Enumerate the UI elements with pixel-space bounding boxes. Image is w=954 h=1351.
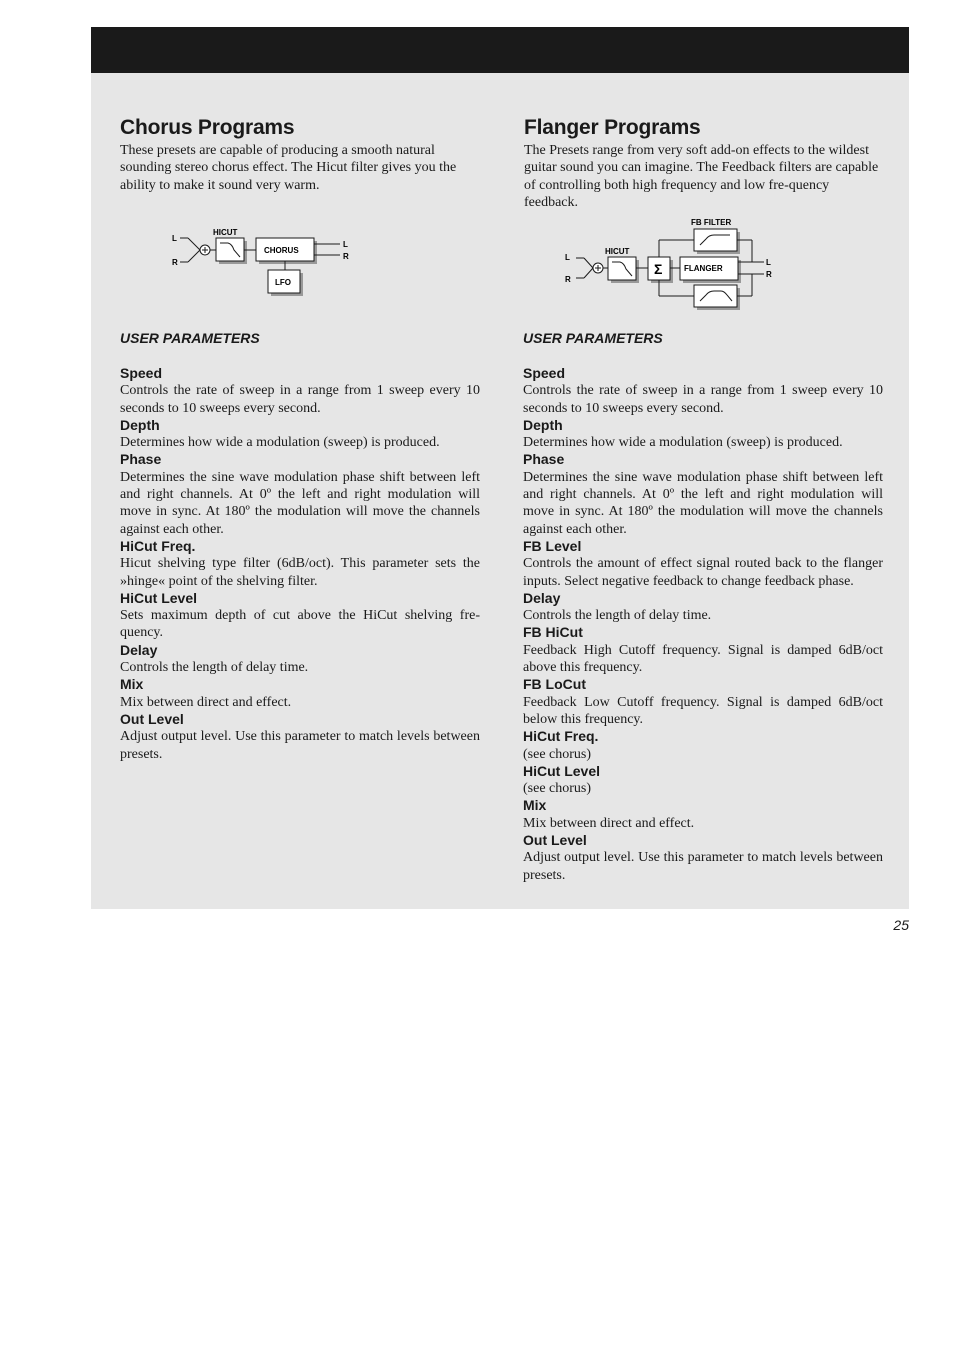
param-desc: Feedback High Cutoff frequency. Signal is damped 6dB/oct above this frequency. bbox=[523, 642, 883, 676]
flanger-block-diagram bbox=[556, 214, 786, 318]
param-desc: (see chorus) bbox=[523, 781, 592, 797]
flanger-diagram-out-r: R bbox=[766, 270, 772, 279]
param-desc: Sets maximum depth of cut above the HiCut shelving fre-quency. bbox=[120, 608, 480, 641]
flanger-title: Flanger Programs bbox=[524, 116, 701, 139]
param-desc: Determines how wide a modulation (sweep) is produced. bbox=[120, 435, 440, 451]
param-desc: Controls the amount of effect signal routed back to the flanger inputs. Select negative feedback to change feedback phase. bbox=[523, 556, 883, 589]
param-name: FB HiCut bbox=[523, 624, 583, 641]
chorus-diagram-lfo: LFO bbox=[275, 278, 291, 287]
flanger-intro: The Presets range from very soft add-on effects to the wildest guitar sound you can imagine. The Feedback filters are capable of controlling both high frequency and low fre-quency feedback. bbox=[524, 143, 879, 210]
param-name: Depth bbox=[523, 416, 563, 433]
chorus-params-heading: USER PARAMETERS bbox=[120, 330, 260, 346]
chorus-diagram-out-l: L bbox=[343, 240, 348, 249]
param-name: Phase bbox=[120, 451, 162, 468]
param-name: Delay bbox=[523, 589, 561, 606]
flanger-diagram-in-l: L bbox=[565, 253, 570, 262]
param-name: HiCut Level bbox=[120, 589, 198, 606]
param-name: Mix bbox=[120, 676, 144, 693]
param-desc: Controls the length of delay time. bbox=[523, 608, 712, 624]
chorus-diagram-in-l: L bbox=[172, 234, 177, 243]
header-bar bbox=[91, 27, 909, 73]
param-desc: Controls the rate of sweep in a range from 1 sweep every 10 seconds to 10 sweeps every second. bbox=[523, 383, 883, 416]
param-desc: Determines how wide a modulation (sweep) is produced. bbox=[523, 435, 843, 451]
flanger-params-heading: USER PARAMETERS bbox=[523, 330, 663, 346]
flanger-diagram-in-r: R bbox=[565, 275, 571, 284]
param-desc: Controls the length of delay time. bbox=[120, 660, 309, 676]
param-name: HiCut Level bbox=[523, 762, 601, 779]
param-name: Phase bbox=[523, 451, 565, 468]
flanger-params-list bbox=[523, 365, 883, 884]
flanger-diagram-sum: Σ bbox=[654, 261, 663, 277]
param-desc: Mix between direct and effect. bbox=[120, 694, 292, 710]
param-name: HiCut Freq. bbox=[523, 728, 599, 745]
param-desc: Determines the sine wave modulation phase shift between left and right channels. At 0º the left and right modulation will move in sync. At 180º the modulation will move the channels against each other. bbox=[120, 469, 480, 537]
param-desc: Adjust output level. Use this parameter to match levels between presets. bbox=[120, 729, 480, 762]
param-name: FB LoCut bbox=[523, 676, 586, 693]
flanger-diagram-flanger: FLANGER bbox=[684, 264, 723, 273]
flanger-diagram-hicut: HICUT bbox=[605, 247, 630, 256]
param-desc: Feedback Low Cutoff frequency. Signal is damped 6dB/oct below this frequency. bbox=[523, 694, 883, 727]
page-number: 25 bbox=[893, 917, 909, 933]
chorus-params-list bbox=[120, 365, 480, 763]
param-name: Mix bbox=[523, 797, 547, 814]
chorus-section bbox=[120, 116, 480, 194]
flanger-section bbox=[524, 116, 884, 211]
flanger-diagram-out-l: L bbox=[766, 258, 771, 267]
param-desc: Hicut shelving type filter (6dB/oct). This parameter sets the »hinge« point of the shelving filter. bbox=[120, 556, 480, 589]
param-name: Speed bbox=[120, 365, 163, 381]
param-desc: Controls the rate of sweep in a range from 1 sweep every 10 seconds to 10 sweeps every second. bbox=[120, 383, 480, 416]
param-desc: Mix between direct and effect. bbox=[523, 815, 695, 831]
param-name: Delay bbox=[120, 641, 158, 658]
param-desc: Determines the sine wave modulation phase shift between left and right channels. At 0º the left and right modulation will move in sync. At 180º the modulation will move the channels against each other. bbox=[523, 469, 883, 537]
param-name: FB Level bbox=[523, 537, 582, 554]
chorus-diagram-in-r: R bbox=[172, 258, 178, 267]
flanger-diagram-fb-filter: FB FILTER bbox=[691, 218, 732, 227]
param-name: Out Level bbox=[120, 710, 184, 727]
param-name: Speed bbox=[523, 365, 566, 381]
chorus-diagram-hicut: HICUT bbox=[213, 228, 238, 237]
param-desc: Adjust output level. Use this parameter to match levels between presets. bbox=[523, 850, 883, 883]
chorus-intro: These presets are capable of producing a smooth natural sounding stereo chorus effect. The Hicut filter gives you the ability to make it sound very warm. bbox=[120, 143, 457, 193]
param-name: Depth bbox=[120, 416, 160, 433]
param-name: HiCut Freq. bbox=[120, 537, 196, 554]
chorus-diagram-out-r: R bbox=[343, 252, 349, 261]
param-desc: (see chorus) bbox=[523, 746, 592, 762]
chorus-diagram-chorus: CHORUS bbox=[264, 246, 299, 255]
param-name: Out Level bbox=[523, 832, 587, 849]
chorus-title: Chorus Programs bbox=[120, 116, 295, 139]
chorus-block-diagram bbox=[160, 222, 370, 302]
